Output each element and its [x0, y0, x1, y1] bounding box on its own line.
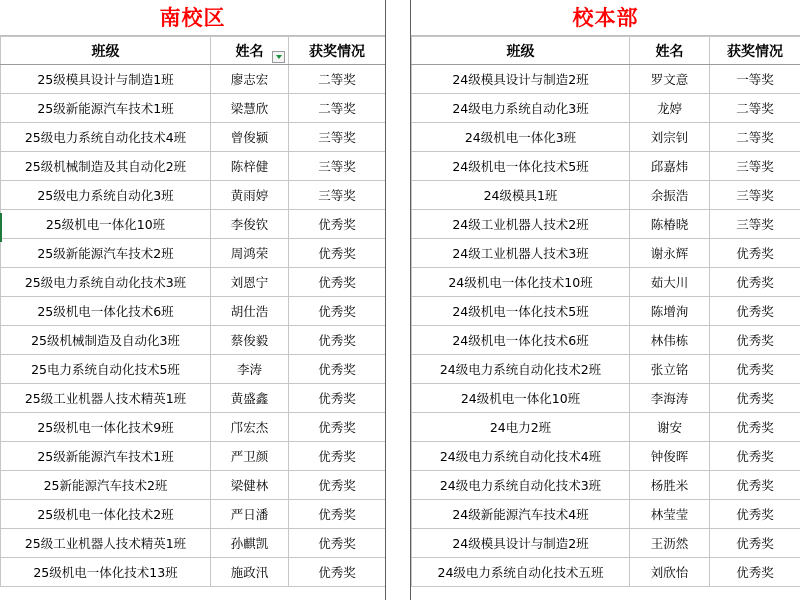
table-row[interactable]	[1, 529, 386, 558]
south-cell-award[interactable]: 优秀奖	[289, 384, 386, 413]
main-cell-class[interactable]: 24级电力系统自动化技术五班	[412, 558, 630, 587]
main-campus-table	[411, 36, 800, 587]
south-cell-class[interactable]: 25级新能源汽车技术2班	[1, 239, 211, 268]
south-cell-name[interactable]: 孙麒凯	[211, 529, 289, 558]
main-cell-award[interactable]: 优秀奖	[710, 355, 800, 384]
table-row[interactable]	[412, 326, 800, 355]
south-cell-class[interactable]: 25级机电一体化技术2班	[1, 500, 211, 529]
south-header-row	[1, 37, 386, 65]
south-cell-award[interactable]: 二等奖	[289, 94, 386, 123]
south-cell-class[interactable]: 25新能源汽车技术2班	[1, 471, 211, 500]
main-cell-class[interactable]: 24级电力系统自动化技术3班	[412, 471, 630, 500]
south-cell-name[interactable]: 廖志宏	[211, 65, 289, 94]
south-cell-class[interactable]: 25级模具设计与制造1班	[1, 65, 211, 94]
main-cell-class[interactable]: 24级机电一体化技术10班	[412, 268, 630, 297]
main-cell-award[interactable]: 优秀奖	[710, 239, 800, 268]
south-cell-name[interactable]: 黄雨婷	[211, 181, 289, 210]
south-cell-name[interactable]: 曾俊颍	[211, 123, 289, 152]
main-cell-award[interactable]: 优秀奖	[710, 297, 800, 326]
table-row[interactable]	[1, 442, 386, 471]
south-cell-name[interactable]: 胡仕浩	[211, 297, 289, 326]
table-row[interactable]	[412, 210, 800, 239]
table-row[interactable]	[1, 123, 386, 152]
main-cell-award[interactable]: 优秀奖	[710, 471, 800, 500]
main-cell-class[interactable]: 24级工业机器人技术3班	[412, 239, 630, 268]
south-cell-name[interactable]: 蔡俊毅	[211, 326, 289, 355]
main-cell-name[interactable]: 茹大川	[630, 268, 710, 297]
table-row[interactable]	[412, 413, 800, 442]
main-cell-class[interactable]: 24级工业机器人技术2班	[412, 210, 630, 239]
main-cell-class[interactable]: 24级模具设计与制造2班	[412, 65, 630, 94]
south-cell-name[interactable]: 陈梓健	[211, 152, 289, 181]
main-cell-award[interactable]: 优秀奖	[710, 529, 800, 558]
main-cell-name[interactable]: 杨胜米	[630, 471, 710, 500]
main-header-award-label: 获奖情况	[727, 43, 783, 60]
table-row[interactable]	[1, 239, 386, 268]
main-cell-class[interactable]: 24级模具设计与制造2班	[412, 529, 630, 558]
main-cell-name[interactable]: 罗文意	[630, 65, 710, 94]
main-cell-class[interactable]: 24级机电一体化技术6班	[412, 326, 630, 355]
south-cell-class[interactable]: 25级机电一体化技术6班	[1, 297, 211, 326]
south-cell-name[interactable]: 梁健林	[211, 471, 289, 500]
row-selection-marker	[0, 213, 2, 242]
main-campus-title: 校本部	[411, 0, 800, 36]
south-cell-name[interactable]: 刘恩宁	[211, 268, 289, 297]
main-cell-award[interactable]: 三等奖	[710, 152, 800, 181]
table-row[interactable]	[1, 500, 386, 529]
table-row[interactable]	[412, 471, 800, 500]
main-cell-award[interactable]: 优秀奖	[710, 384, 800, 413]
main-cell-class[interactable]: 24级电力系统自动化技术2班	[412, 355, 630, 384]
main-cell-name[interactable]: 王沥然	[630, 529, 710, 558]
south-cell-award[interactable]: 优秀奖	[289, 355, 386, 384]
main-cell-name[interactable]: 李海涛	[630, 384, 710, 413]
table-row[interactable]	[1, 413, 386, 442]
table-row[interactable]	[1, 268, 386, 297]
table-row[interactable]	[1, 297, 386, 326]
south-cell-name[interactable]: 李俊钦	[211, 210, 289, 239]
filter-dropdown-icon[interactable]	[272, 51, 285, 63]
main-cell-award[interactable]: 优秀奖	[710, 558, 800, 587]
table-row[interactable]	[1, 471, 386, 500]
south-cell-award[interactable]: 三等奖	[289, 123, 386, 152]
main-header-class[interactable]	[412, 37, 630, 65]
main-cell-name[interactable]: 谢安	[630, 413, 710, 442]
table-row[interactable]	[1, 558, 386, 587]
main-header-class-label: 班级	[506, 43, 535, 60]
main-header-row	[412, 37, 800, 65]
column-gap	[385, 0, 411, 600]
main-cell-name[interactable]: 余振浩	[630, 181, 710, 210]
south-cell-award[interactable]: 优秀奖	[289, 297, 386, 326]
south-cell-class[interactable]: 25级新能源汽车技术1班	[1, 94, 211, 123]
main-cell-name[interactable]: 邱嘉炜	[630, 152, 710, 181]
south-header-award[interactable]	[289, 37, 386, 65]
south-cell-class[interactable]: 25级工业机器人技术精英1班	[1, 384, 211, 413]
table-row[interactable]	[412, 384, 800, 413]
south-cell-award[interactable]: 三等奖	[289, 152, 386, 181]
table-row[interactable]	[1, 94, 386, 123]
main-cell-award[interactable]: 二等奖	[710, 94, 800, 123]
south-cell-award[interactable]: 优秀奖	[289, 529, 386, 558]
south-cell-name[interactable]: 梁慧欣	[211, 94, 289, 123]
main-campus-panel	[411, 0, 800, 587]
table-row[interactable]	[412, 268, 800, 297]
main-cell-award[interactable]: 一等奖	[710, 65, 800, 94]
main-cell-class[interactable]: 24级新能源汽车技术4班	[412, 500, 630, 529]
main-cell-award[interactable]: 优秀奖	[710, 442, 800, 471]
south-cell-award[interactable]: 二等奖	[289, 65, 386, 94]
south-cell-award[interactable]: 优秀奖	[289, 268, 386, 297]
south-header-name[interactable]	[211, 37, 289, 65]
south-cell-award[interactable]: 优秀奖	[289, 326, 386, 355]
south-header-class[interactable]	[1, 37, 211, 65]
south-cell-award[interactable]: 优秀奖	[289, 442, 386, 471]
main-cell-name[interactable]: 张立铭	[630, 355, 710, 384]
south-cell-class[interactable]: 25级电力系统自动化技术4班	[1, 123, 211, 152]
main-header-name-label: 姓名	[655, 43, 684, 60]
main-cell-class[interactable]: 24级电力系统自动化3班	[412, 94, 630, 123]
main-cell-class[interactable]: 24级电力系统自动化技术4班	[412, 442, 630, 471]
main-header-award[interactable]	[710, 37, 800, 65]
main-cell-class[interactable]: 24级机电一体化10班	[412, 384, 630, 413]
main-cell-name[interactable]: 陈椿晓	[630, 210, 710, 239]
south-cell-name[interactable]: 严日潘	[211, 500, 289, 529]
south-cell-award[interactable]: 优秀奖	[289, 558, 386, 587]
south-cell-class[interactable]: 25级机电一体化技术13班	[1, 558, 211, 587]
south-cell-name[interactable]: 李涛	[211, 355, 289, 384]
table-row[interactable]	[412, 442, 800, 471]
south-cell-name[interactable]: 黄盛鑫	[211, 384, 289, 413]
south-cell-class[interactable]: 25级机电一体化技术9班	[1, 413, 211, 442]
table-row[interactable]	[1, 181, 386, 210]
south-cell-class[interactable]: 25级电力系统自动化3班	[1, 181, 211, 210]
main-cell-name[interactable]: 刘欣怡	[630, 558, 710, 587]
table-row[interactable]	[412, 94, 800, 123]
south-campus-panel	[0, 0, 385, 587]
main-cell-name[interactable]: 钟俊晖	[630, 442, 710, 471]
south-header-name-label: 姓名	[235, 43, 264, 60]
main-cell-name[interactable]: 陈增洵	[630, 297, 710, 326]
table-row[interactable]	[412, 500, 800, 529]
south-cell-name[interactable]: 邝宏杰	[211, 413, 289, 442]
table-row[interactable]	[412, 529, 800, 558]
main-cell-class[interactable]: 24级模具1班	[412, 181, 630, 210]
south-cell-award[interactable]: 优秀奖	[289, 500, 386, 529]
main-cell-award[interactable]: 优秀奖	[710, 326, 800, 355]
south-header-class-label: 班级	[91, 43, 120, 60]
south-cell-class[interactable]: 25级机械制造及其自动化2班	[1, 152, 211, 181]
south-cell-award[interactable]: 优秀奖	[289, 239, 386, 268]
main-cell-class[interactable]: 24级机电一体化3班	[412, 123, 630, 152]
main-cell-award[interactable]: 优秀奖	[710, 413, 800, 442]
table-row[interactable]	[1, 152, 386, 181]
table-row[interactable]	[412, 152, 800, 181]
main-cell-class[interactable]: 24级机电一体化技术5班	[412, 152, 630, 181]
main-cell-award[interactable]: 优秀奖	[710, 500, 800, 529]
south-cell-award[interactable]: 三等奖	[289, 181, 386, 210]
south-cell-name[interactable]: 严卫颜	[211, 442, 289, 471]
table-row[interactable]	[1, 355, 386, 384]
south-cell-award[interactable]: 优秀奖	[289, 210, 386, 239]
main-cell-name[interactable]: 林莹莹	[630, 500, 710, 529]
south-cell-class[interactable]: 25级机电一体化10班	[1, 210, 211, 239]
table-row[interactable]	[412, 239, 800, 268]
main-cell-award[interactable]: 优秀奖	[710, 268, 800, 297]
main-cell-award[interactable]: 二等奖	[710, 123, 800, 152]
south-cell-class[interactable]: 25级工业机器人技术精英1班	[1, 529, 211, 558]
south-cell-class[interactable]: 25电力系统自动化技术5班	[1, 355, 211, 384]
table-row[interactable]	[1, 384, 386, 413]
main-cell-class[interactable]: 24电力2班	[412, 413, 630, 442]
main-cell-award[interactable]: 三等奖	[710, 181, 800, 210]
south-cell-award[interactable]: 优秀奖	[289, 413, 386, 442]
table-row[interactable]	[412, 558, 800, 587]
main-cell-name[interactable]: 林伟栋	[630, 326, 710, 355]
main-cell-class[interactable]: 24级机电一体化技术5班	[412, 297, 630, 326]
main-cell-name[interactable]: 龙婷	[630, 94, 710, 123]
south-cell-class[interactable]: 25级电力系统自动化技术3班	[1, 268, 211, 297]
south-campus-title: 南校区	[0, 0, 385, 36]
table-row[interactable]	[412, 181, 800, 210]
table-row[interactable]	[1, 326, 386, 355]
main-cell-name[interactable]: 谢永辉	[630, 239, 710, 268]
table-row[interactable]	[412, 123, 800, 152]
south-cell-name[interactable]: 施政汛	[211, 558, 289, 587]
table-row[interactable]	[412, 355, 800, 384]
main-cell-award[interactable]: 三等奖	[710, 210, 800, 239]
table-row[interactable]	[412, 297, 800, 326]
main-cell-name[interactable]: 刘宗钊	[630, 123, 710, 152]
south-campus-table	[0, 36, 386, 587]
table-row[interactable]	[412, 65, 800, 94]
south-cell-class[interactable]: 25级机械制造及自动化3班	[1, 326, 211, 355]
table-row[interactable]	[1, 65, 386, 94]
table-row[interactable]	[1, 210, 386, 239]
south-header-award-label: 获奖情况	[309, 43, 365, 60]
south-cell-name[interactable]: 周鸿荣	[211, 239, 289, 268]
main-header-name[interactable]	[630, 37, 710, 65]
south-cell-class[interactable]: 25级新能源汽车技术1班	[1, 442, 211, 471]
south-cell-award[interactable]: 优秀奖	[289, 471, 386, 500]
